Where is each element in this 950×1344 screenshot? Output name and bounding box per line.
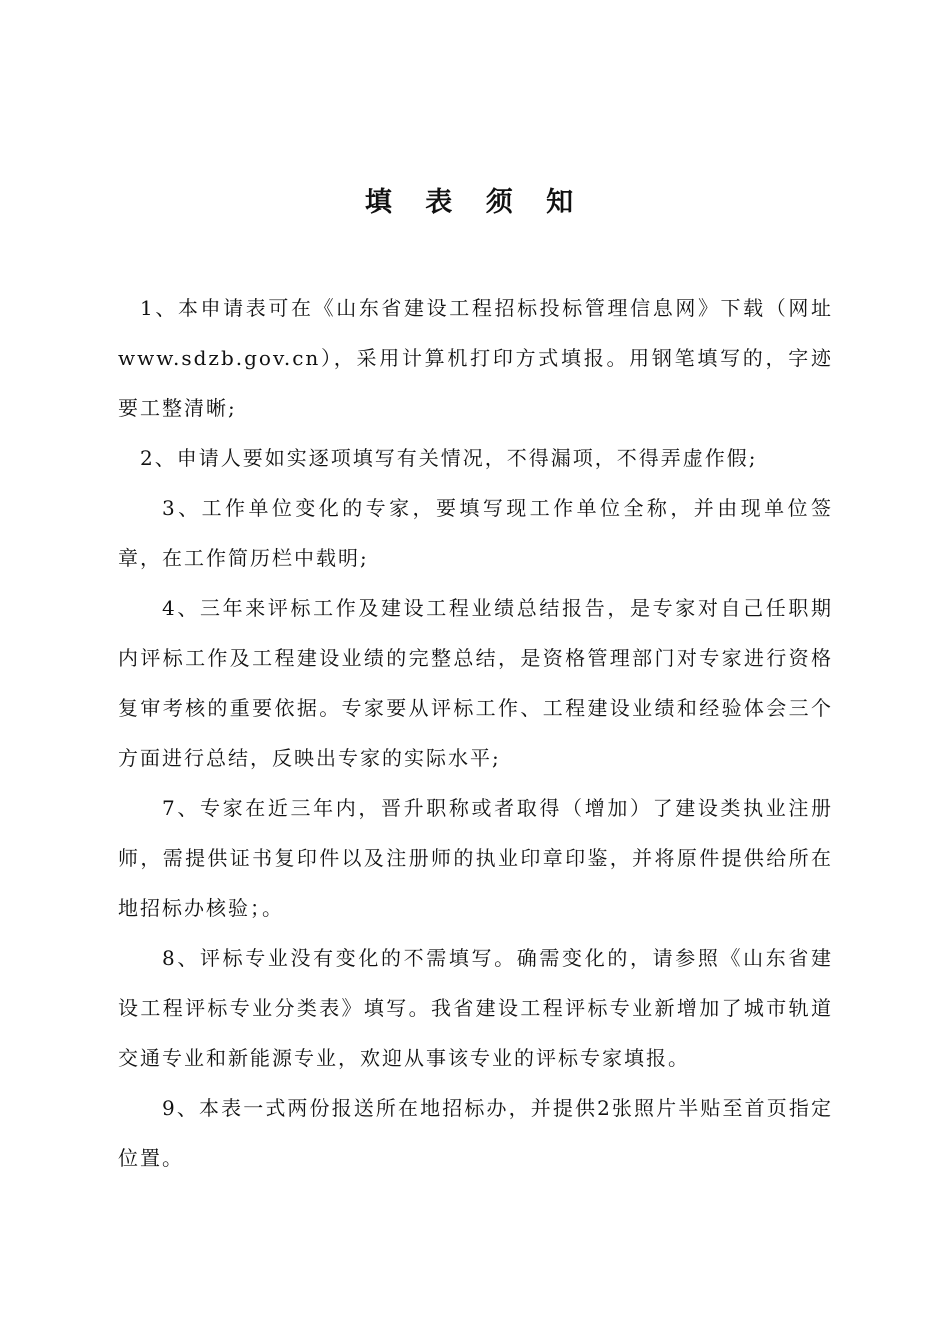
instruction-item-9: 9、本表一式两份报送所在地招标办，并提供2张照片半贴至首页指定位置。 — [118, 1096, 833, 1170]
instruction-item-4: 4、三年来评标工作及建设工程业绩总结报告，是专家对自己任职期内评标工作及工程建设业绩的完整总结，是资格管理部门对专家进行资格复审考核的重要依据。专家要从评标工作、工程建设业绩和经验体会三个方面进行总结，反映出专家的实际水平; — [118, 596, 833, 770]
instruction-item-2: 2、申请人要如实逐项填写有关情况，不得漏项，不得弄虚作假; — [140, 446, 758, 470]
instruction-item-3: 3、工作单位变化的专家，要填写现工作单位全称，并由现单位签章，在工作简历栏中载明; — [118, 496, 833, 570]
instructions-body — [118, 283, 833, 1183]
page-title: 填 表 须 知 — [364, 187, 586, 218]
instruction-item-1: 1、本申请表可在《山东省建设工程招标投标管理信息网》下载（网址www.sdzb.gov.cn），采用计算机打印方式填报。用钢笔填写的，字迹要工整清晰; — [118, 296, 833, 420]
instruction-item-8: 8、评标专业没有变化的不需填写。确需变化的，请参照《山东省建设工程评标专业分类表》填写。我省建设工程评标专业新增加了城市轨道交通专业和新能源专业，欢迎从事该专业的评标专家填报。 — [118, 946, 833, 1070]
instruction-item-7: 7、专家在近三年内，晋升职称或者取得（增加）了建设类执业注册师，需提供证书复印件以及注册师的执业印章印鉴，并将原件提供给所在地招标办核验；。 — [118, 796, 833, 920]
